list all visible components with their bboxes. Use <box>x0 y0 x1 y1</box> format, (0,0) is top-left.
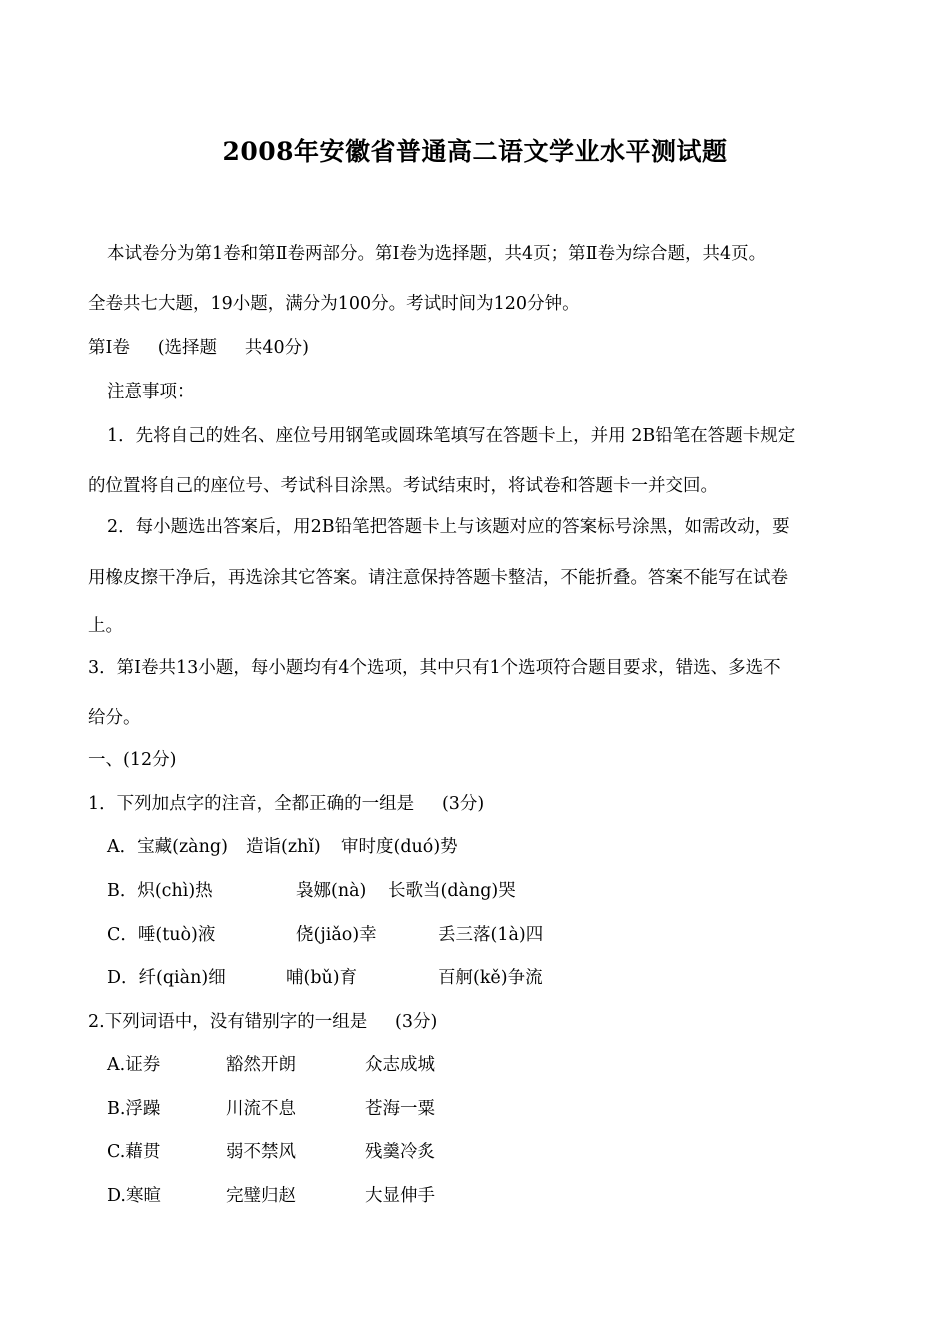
q1-option-d-word-3: 百舸(kě)争流 <box>438 968 543 988</box>
note-2-line-1: 2．每小题选出答案后，用2B铅笔把答题卡上与该题对应的答案标号涂黑，如需改动，要 <box>107 517 790 537</box>
q1-option-b-word-2: 袅娜(nà) <box>296 881 367 901</box>
q2-option-b-word-3: 苍海一粟 <box>365 1099 435 1119</box>
intro-line-1: 本试卷分为第1卷和第Ⅱ卷两部分。第I卷为选择题，共4页；第Ⅱ卷为综合题，共4页。 <box>107 244 767 264</box>
notes-title: 注意事项： <box>107 382 195 402</box>
q1-option-b-word-1: B．炽(chì)热 <box>107 881 213 901</box>
q1-option-c-word-1: C．唾(tuò)液 <box>107 925 216 945</box>
q2-option-d-word-2: 完璧归赵 <box>226 1186 296 1206</box>
question-1-stem: 1．下列加点字的注音，全都正确的一组是 (3分) <box>88 794 485 814</box>
q2-option-b-word-2: 川流不息 <box>226 1099 296 1119</box>
section-header: 第I卷 (选择题 共40分) <box>88 338 309 358</box>
q2-option-a-word-2: 豁然开朗 <box>226 1055 296 1075</box>
note-2-line-3: 上。 <box>88 616 123 636</box>
q2-option-d-word-1: D.寒暄 <box>107 1186 161 1206</box>
q2-option-a-word-1: A.证券 <box>107 1055 161 1075</box>
note-3-line-2: 给分。 <box>88 708 141 728</box>
q1-option-a-word-2: 造诣(zhǐ) <box>246 837 321 857</box>
q2-option-c-word-3: 残羹冷炙 <box>365 1142 435 1162</box>
q1-option-c-word-3: 丢三落(1à)四 <box>438 925 544 945</box>
q1-option-c-word-2: 侥(jiǎo)幸 <box>296 925 377 945</box>
note-1-line-1: 1．先将自己的姓名、座位号用钢笔或圆珠笔填写在答题卡上，并用 2B铅笔在答题卡规定 <box>107 426 796 446</box>
intro-line-2: 全卷共七大题，19小题，满分为100分。考试时间为120分钟。 <box>88 294 580 314</box>
q2-option-c-word-2: 弱不禁风 <box>226 1142 296 1162</box>
page-title: 2008年安徽省普通高二语文学业水平测试题 <box>222 137 728 166</box>
q1-option-b-word-3: 长歌当(dàng)哭 <box>388 881 516 901</box>
q2-option-c-word-1: C.藉贯 <box>107 1142 161 1162</box>
q2-option-b-word-1: B.浮躁 <box>107 1099 161 1119</box>
q1-option-d-word-1: D．纤(qiàn)细 <box>107 968 226 988</box>
q1-option-a-word-1: A．宝藏(zàng) <box>107 837 228 857</box>
question-2-stem: 2.下列词语中，没有错别字的一组是 (3分) <box>88 1012 438 1032</box>
note-1-line-2: 的位置将自己的座位号、考试科目涂黑。考试结束时，将试卷和答题卡一并交回。 <box>88 476 718 496</box>
q1-option-d-word-2: 哺(bǔ)育 <box>286 968 358 988</box>
q2-option-d-word-3: 大显伸手 <box>365 1186 435 1206</box>
note-3-line-1: 3．第I卷共13小题，每小题均有4个选项，其中只有1个选项符合题目要求，错选、多选不 <box>88 658 781 678</box>
part-1-header: 一、(12分) <box>88 750 177 770</box>
q2-option-a-word-3: 众志成城 <box>365 1055 435 1075</box>
note-2-line-2: 用橡皮擦干净后，再选涂其它答案。请注意保持答题卡整洁，不能折叠。答案不能写在试卷 <box>88 568 788 588</box>
q1-option-a-word-3: 审时度(duó)势 <box>341 837 458 857</box>
